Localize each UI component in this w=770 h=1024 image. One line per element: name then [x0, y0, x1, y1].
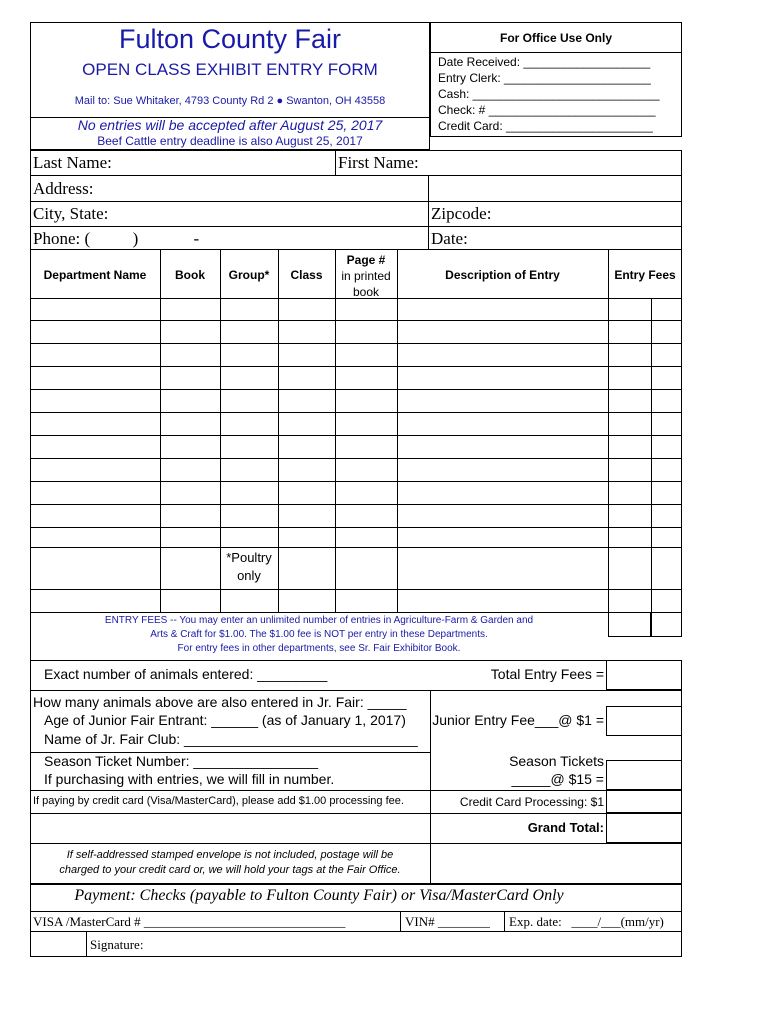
phone-field[interactable]: Phone: ( ) -	[33, 229, 200, 248]
fees-note-line3: For entry fees in other departments, see Sr. Fair Exhibitor Book.	[177, 643, 461, 654]
col-department-header: Department Name	[43, 268, 147, 282]
fair-name: Fulton County Fair	[118, 24, 342, 54]
deadline-note: No entries will be accepted after August 25, 2017	[77, 117, 383, 133]
form-title: OPEN CLASS EXHIBIT ENTRY FORM	[82, 60, 378, 79]
last-name-field[interactable]: Last Name:	[33, 153, 112, 172]
poultry-note-2: only	[237, 568, 261, 583]
col-book-header: Book	[175, 268, 205, 282]
vin-field[interactable]: VIN# ________	[405, 914, 490, 929]
table-row-line	[30, 412, 682, 413]
city-state-field[interactable]: City, State:	[33, 204, 109, 223]
season-ticket-note: If purchasing with entries, we will fill in number.	[44, 771, 335, 787]
col-page-header: Page #	[346, 253, 386, 267]
table-row-line	[30, 527, 682, 528]
table-row-line	[30, 298, 682, 299]
col-page-header-3: book	[352, 285, 380, 299]
table-row-line	[30, 547, 682, 548]
total-fees-box[interactable]	[606, 660, 682, 690]
cc-processing-box[interactable]	[606, 790, 682, 813]
first-name-field[interactable]: First Name:	[338, 153, 419, 172]
entry-clerk-field[interactable]: Entry Clerk: ______________________	[438, 71, 651, 85]
mail-to: Mail to: Sue Whitaker, 4793 County Rd 2 ● Swanton, OH 43558	[74, 95, 386, 107]
table-row-line	[30, 343, 682, 344]
jr-fair-age-field[interactable]: Age of Junior Fair Entrant: ______ (as of January 1, 2017)	[44, 712, 406, 728]
fees-note-line2: Arts & Craft for $1.00. The $1.00 fee is NOT per entry in these Departments.	[150, 629, 488, 640]
beef-deadline-note: Beef Cattle entry deadline is also August 25, 2017	[97, 134, 363, 148]
table-row-line	[30, 320, 682, 321]
fees-note-line1: ENTRY FEES -- You may enter an unlimited number of entries in Agriculture-Farm & Garden and	[104, 615, 534, 626]
jr-fair-club-field[interactable]: Name of Jr. Fair Club: ______________________________	[44, 731, 418, 747]
season-tickets-price-label: _____@ $15 =	[511, 771, 604, 787]
col-description-header: Description of Entry	[445, 268, 560, 282]
credit-card-field[interactable]: Credit Card: ______________________	[438, 119, 653, 133]
junior-entry-fee-label: Junior Entry Fee___@ $1 =	[432, 712, 604, 728]
animals-count-field[interactable]: Exact number of animals entered: _________	[44, 666, 328, 682]
season-tickets-label: Season Tickets	[509, 753, 604, 769]
col-page-header-2: in printed	[341, 269, 391, 283]
table-row-line	[30, 589, 682, 590]
payment-title: Payment: Checks (payable to Fulton County Fair) or Visa/MasterCard Only	[74, 887, 564, 904]
table-row-line	[30, 366, 682, 367]
table-row-line	[30, 458, 682, 459]
entry-table	[30, 250, 682, 612]
grand-total-box[interactable]	[606, 813, 682, 843]
table-row-line	[30, 389, 682, 390]
grand-total-label: Grand Total:	[527, 820, 604, 835]
table-row-line	[30, 504, 682, 505]
jr-fair-animals-field[interactable]: How many animals above are also entered in Jr. Fair: _____	[33, 694, 407, 710]
col-class-header: Class	[290, 268, 323, 282]
date-received-field[interactable]: Date Received: ___________________	[438, 55, 651, 69]
total-entry-fees-label: Total Entry Fees =	[490, 666, 604, 682]
credit-card-fee-note: If paying by credit card (Visa/MasterCard), please add $1.00 processing fee.	[33, 795, 404, 807]
check-field[interactable]: Check: # _________________________	[438, 103, 656, 117]
address-field[interactable]: Address:	[33, 179, 94, 198]
poultry-note: *Poultry	[226, 550, 272, 565]
date-field[interactable]: Date:	[431, 229, 468, 248]
table-row-line	[30, 481, 682, 482]
junior-fee-box[interactable]	[606, 706, 682, 736]
season-tickets-box[interactable]	[606, 760, 682, 790]
col-fees-header: Entry Fees	[614, 268, 676, 282]
office-use-title: For Office Use Only	[499, 31, 613, 45]
col-group-header: Group*	[228, 268, 270, 282]
cash-field[interactable]: Cash: ____________________________	[438, 87, 660, 101]
envelope-note-1: If self-addressed stamped envelope is not included, postage will be	[66, 849, 394, 861]
exp-date-field[interactable]: Exp. date: ____/___(mm/yr)	[509, 914, 664, 929]
envelope-note-2: charged to your credit card or, we will hold your tags at the Fair Office.	[59, 864, 401, 876]
visa-number-field[interactable]: VISA /MasterCard # _______________________________	[33, 914, 346, 929]
cc-processing-label: Credit Card Processing: $1	[459, 795, 604, 809]
season-ticket-number-field[interactable]: Season Ticket Number: ________________	[44, 753, 318, 769]
signature-field[interactable]: Signature:	[90, 937, 144, 952]
table-row-line	[30, 435, 682, 436]
zipcode-field[interactable]: Zipcode:	[431, 204, 492, 223]
